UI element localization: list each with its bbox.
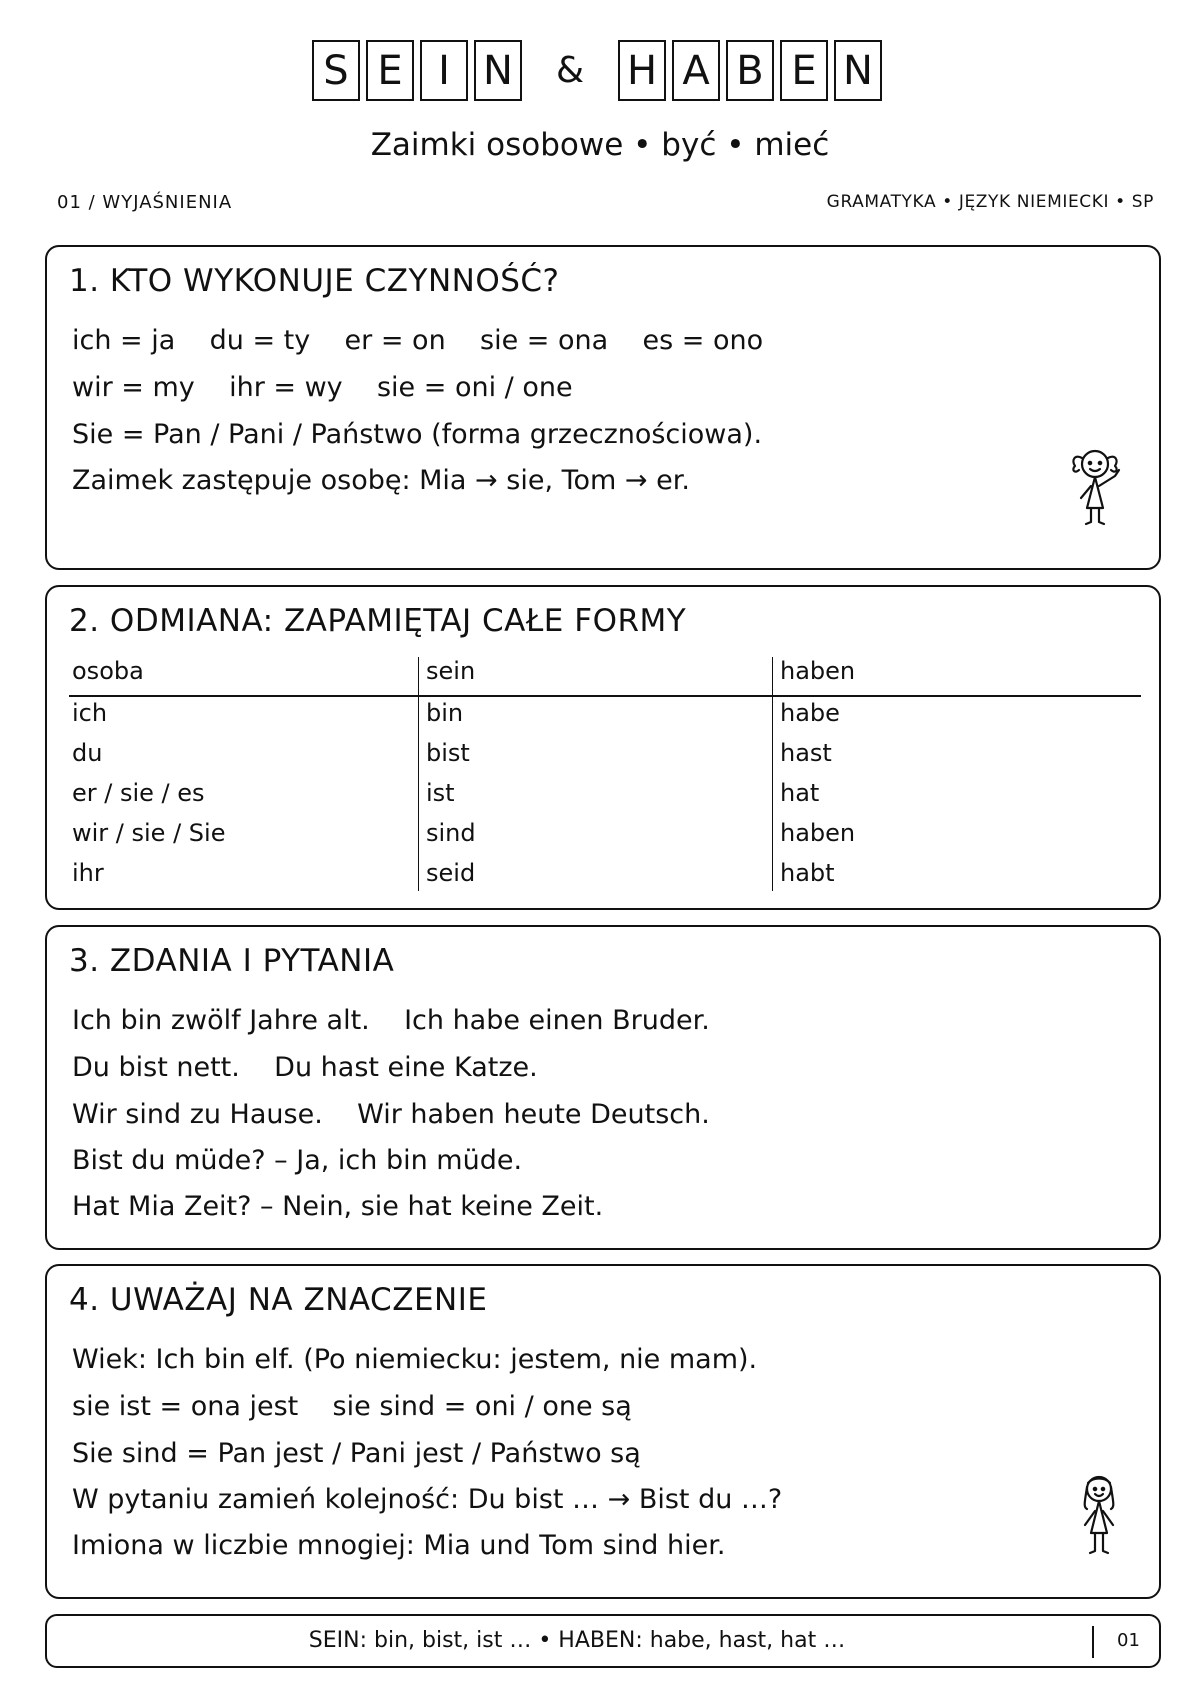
subtitle: Zaimki osobowe • być • mieć: [370, 127, 830, 163]
text-line: Bist du müde? – Ja, ich bin müde.: [72, 1145, 523, 1176]
text-line: Hat Mia Zeit? – Nein, sie hat keine Zeit.: [72, 1191, 604, 1222]
table-header: sein: [426, 657, 476, 685]
table-cell: ich: [72, 699, 108, 727]
section-conjugation: [45, 585, 1161, 910]
title-letter: N: [834, 40, 882, 101]
title-letter: S: [312, 40, 360, 101]
text-line: Sie = Pan / Pani / Państwo (forma grzecznościowa).: [72, 419, 763, 450]
title-letter: A: [672, 40, 720, 101]
text-line: wir = my ihr = wy sie = oni / one: [72, 372, 573, 403]
text-line: Ich bin zwölf Jahre alt. Ich habe einen Bruder.: [72, 1005, 710, 1036]
text-line: Wiek: Ich bin elf. (Po niemiecku: jestem, nie mam).: [72, 1344, 758, 1375]
table-cell: hast: [780, 739, 832, 767]
page-section-label: 01 / WYJAŚNIENIA: [57, 192, 233, 213]
table-cell: er / sie / es: [72, 779, 205, 807]
table-cell: bin: [426, 699, 464, 727]
table-cell: habt: [780, 859, 835, 887]
title-letter: N: [474, 40, 522, 101]
table-cell: ihr: [72, 859, 104, 887]
title-letter: E: [366, 40, 414, 101]
text-line: W pytaniu zamień kolejność: Du bist … → Bist du …?: [72, 1484, 783, 1515]
table-cell: du: [72, 739, 103, 767]
girl-waving-icon: [1057, 442, 1137, 532]
girl-standing-icon: [1069, 1471, 1129, 1566]
table-cell: ist: [426, 779, 455, 807]
title-ampersand: &: [546, 40, 594, 101]
footer-bar: [45, 1614, 1161, 1668]
text-line: Sie sind = Pan jest / Pani jest / Państwo są: [72, 1438, 641, 1469]
section-heading: 1. KTO WYKONUJE CZYNNOŚĆ?: [69, 263, 560, 299]
section-meaning: [45, 1264, 1161, 1599]
text-line: Du bist nett. Du hast eine Katze.: [72, 1052, 538, 1083]
section-heading: 4. UWAŻAJ NA ZNACZENIE: [69, 1282, 488, 1318]
title-letter: H: [618, 40, 666, 101]
table-cell: hat: [780, 779, 820, 807]
page-title: [0, 40, 1200, 101]
section-heading: 3. ZDANIA I PYTANIA: [69, 943, 395, 979]
page-number: 01: [1117, 1630, 1140, 1651]
section-sentences: [45, 925, 1161, 1250]
text-line: sie ist = ona jest sie sind = oni / one są: [72, 1391, 632, 1422]
text-line: Imiona w liczbie mnogiej: Mia und Tom sind hier.: [72, 1530, 726, 1561]
table-header: osoba: [72, 657, 144, 685]
title-letter: B: [726, 40, 774, 101]
section-heading: 2. ODMIANA: ZAPAMIĘTAJ CAŁE FORMY: [69, 603, 687, 639]
section-pronouns: [45, 245, 1161, 570]
table-cell: habe: [780, 699, 840, 727]
title-letter: E: [780, 40, 828, 101]
subject-label: GRAMATYKA • JĘZYK NIEMIECKI • SP: [826, 192, 1154, 212]
table-cell: sind: [426, 819, 476, 847]
title-letter: I: [420, 40, 468, 101]
table-cell: wir / sie / Sie: [72, 819, 226, 847]
table-cell: bist: [426, 739, 470, 767]
text-line: Wir sind zu Hause. Wir haben heute Deutsch.: [72, 1099, 710, 1130]
table-cell: haben: [780, 819, 856, 847]
text-line: ich = ja du = ty er = on sie = ona es = ono: [72, 325, 764, 356]
text-line: Zaimek zastępuje osobę: Mia → sie, Tom → er.: [72, 465, 690, 496]
table-cell: seid: [426, 859, 476, 887]
table-header: haben: [780, 657, 856, 685]
footer-summary: SEIN: bin, bist, ist … • HABEN: habe, hast, hat …: [308, 1628, 846, 1653]
